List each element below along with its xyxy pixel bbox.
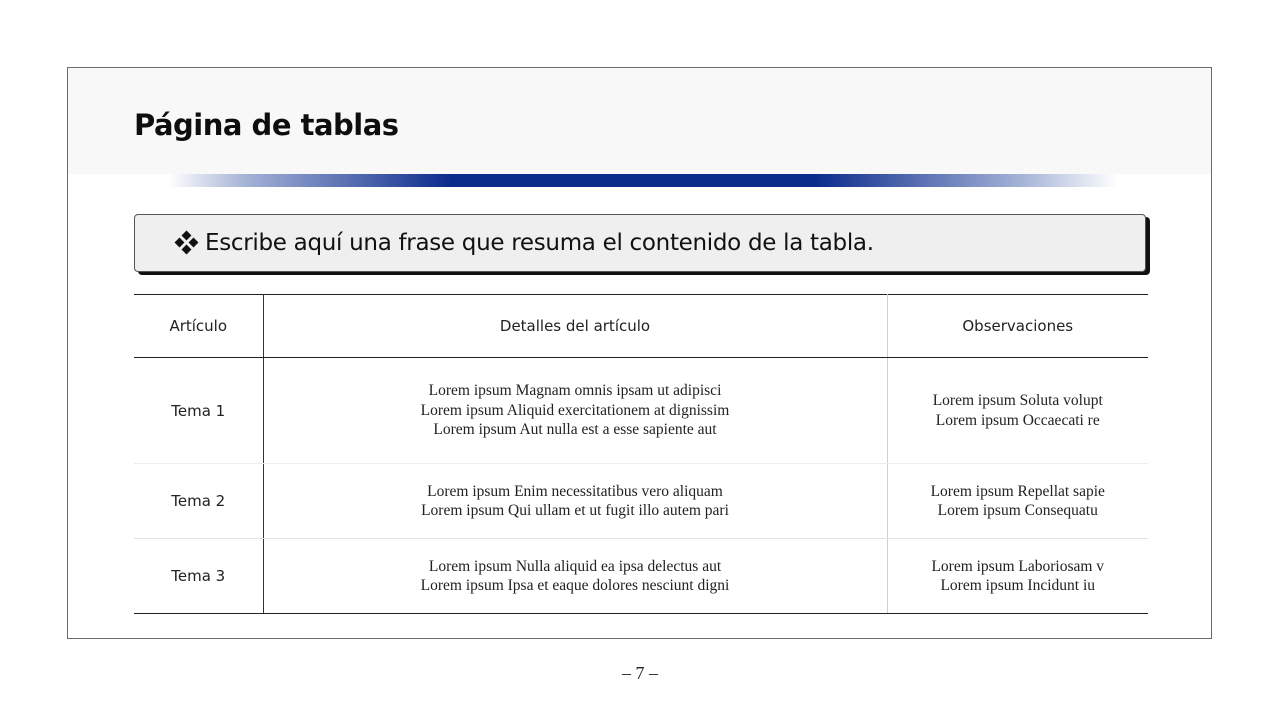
details-cell [263, 464, 887, 539]
table-row [134, 539, 1148, 614]
details-cell [263, 358, 887, 464]
notes-cell [887, 464, 1148, 539]
topic-cell: Tema 1 [134, 358, 263, 464]
data-table-wrapper [134, 294, 1148, 614]
header-article: Artículo [134, 295, 263, 358]
notes-cell [887, 539, 1148, 614]
notes-line: Lorem ipsum Occaecati re [935, 411, 1100, 429]
notes-line: Lorem ipsum Laboriosam v [931, 557, 1105, 575]
slide [67, 67, 1212, 639]
notes-line: Lorem ipsum Repellat sapie [930, 482, 1105, 500]
details-line: Lorem ipsum Enim necessitatibus vero aliquam [427, 482, 723, 500]
table-row [134, 464, 1148, 539]
details-line: Lorem ipsum Aliquid exercitationem at dignissim [420, 401, 730, 419]
data-table [134, 294, 1148, 614]
page-number: – 7 – [622, 663, 658, 683]
header-details: Detalles del artículo [263, 295, 887, 358]
details-line: Lorem ipsum Nulla aliquid ea ipsa delectus aut [428, 557, 722, 575]
table-row [134, 358, 1148, 464]
details-line: Lorem ipsum Ipsa et eaque dolores nesciunt digni [420, 577, 730, 594]
header-notes: Observaciones [887, 295, 1148, 358]
summary-box [134, 214, 1146, 272]
summary-text: Escribe aquí una frase que resuma el contenido de la tabla. [205, 230, 874, 256]
notes-line: Lorem ipsum Consequatu [937, 502, 1098, 519]
title-underline-bar [168, 174, 1118, 187]
details-cell [263, 539, 887, 614]
details-line: Lorem ipsum Aut nulla est a esse sapiente aut [433, 421, 717, 439]
topic-cell: Tema 2 [134, 464, 263, 539]
table-header-row [134, 295, 1148, 358]
notes-cell [887, 358, 1148, 464]
notes-line: Lorem ipsum Incidunt iu [940, 577, 1096, 594]
topic-cell: Tema 3 [134, 539, 263, 614]
page-title: Página de tablas [134, 108, 399, 142]
notes-line: Lorem ipsum Soluta volupt [932, 392, 1103, 409]
details-line: Lorem ipsum Magnam omnis ipsam ut adipisci [428, 382, 722, 400]
details-line: Lorem ipsum Qui ullam et ut fugit illo autem pari [421, 502, 729, 519]
four-diamonds-icon [173, 231, 201, 255]
